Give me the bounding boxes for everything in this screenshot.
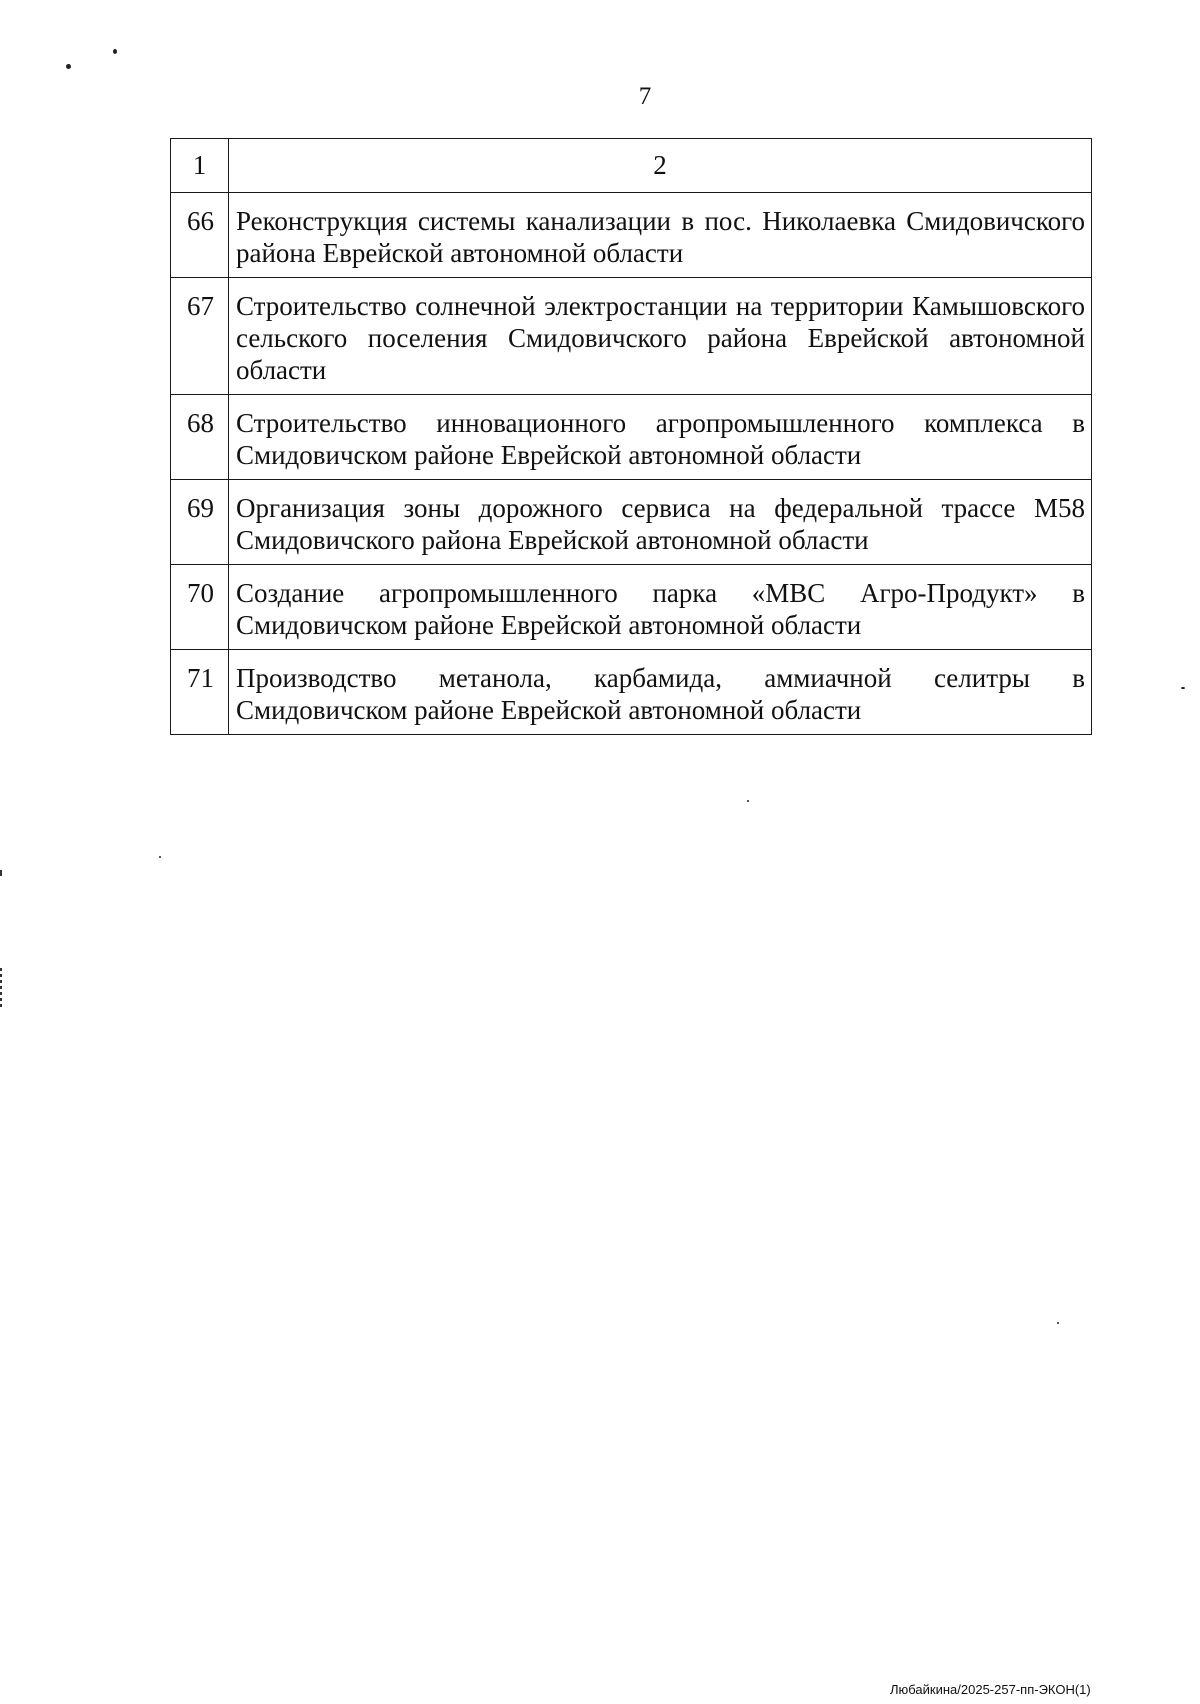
scan-speck [747, 800, 749, 802]
row-number: 68 [171, 395, 229, 480]
row-text: Организация зоны дорожного сервиса на федеральной трассе М58 Смидовичского района Еврейской автономной области [229, 480, 1092, 565]
table-row [171, 650, 1092, 735]
scan-speck [113, 49, 117, 54]
row-number: 67 [171, 278, 229, 395]
row-number: 71 [171, 650, 229, 735]
document-code: Любайкина/2025-257-пп-ЭКОН(1) [890, 1682, 1091, 1697]
row-text: Реконструкция системы канализации в пос. Николаевка Смидовичского района Еврейской автономной области [229, 193, 1092, 278]
scan-speck [159, 856, 161, 858]
scan-speck [66, 64, 71, 69]
table-row [171, 565, 1092, 650]
table-row [171, 193, 1092, 278]
projects-table [170, 138, 1092, 735]
row-text: Производство метанола, карбамида, аммиачной селитры в Смидовичском районе Еврейской автономной области [229, 650, 1092, 735]
row-text: Строительство инновационного агропромышленного комплекса в Смидовичском районе Еврейской автономной области [229, 395, 1092, 480]
scan-speck [1181, 687, 1185, 689]
header-cell-col2: 2 [229, 139, 1092, 193]
header-cell-col1: 1 [171, 139, 229, 193]
row-text: Создание агропромышленного парка «МВС Агро-Продукт» в Смидовичском районе Еврейской автономной области [229, 565, 1092, 650]
table-row [171, 395, 1092, 480]
page-number: 7 [638, 83, 652, 110]
scan-edge-mark [0, 870, 2, 876]
row-number: 70 [171, 565, 229, 650]
row-number: 66 [171, 193, 229, 278]
table-row [171, 480, 1092, 565]
row-number: 69 [171, 480, 229, 565]
table-row [171, 278, 1092, 395]
table-header-row [171, 139, 1092, 193]
scan-edge-mark [0, 968, 2, 1008]
row-text: Строительство солнечной электростанции на территории Камышовского сельского поселения Смидовичского района Еврейской автономной области [229, 278, 1092, 395]
scan-speck [1057, 1322, 1059, 1324]
